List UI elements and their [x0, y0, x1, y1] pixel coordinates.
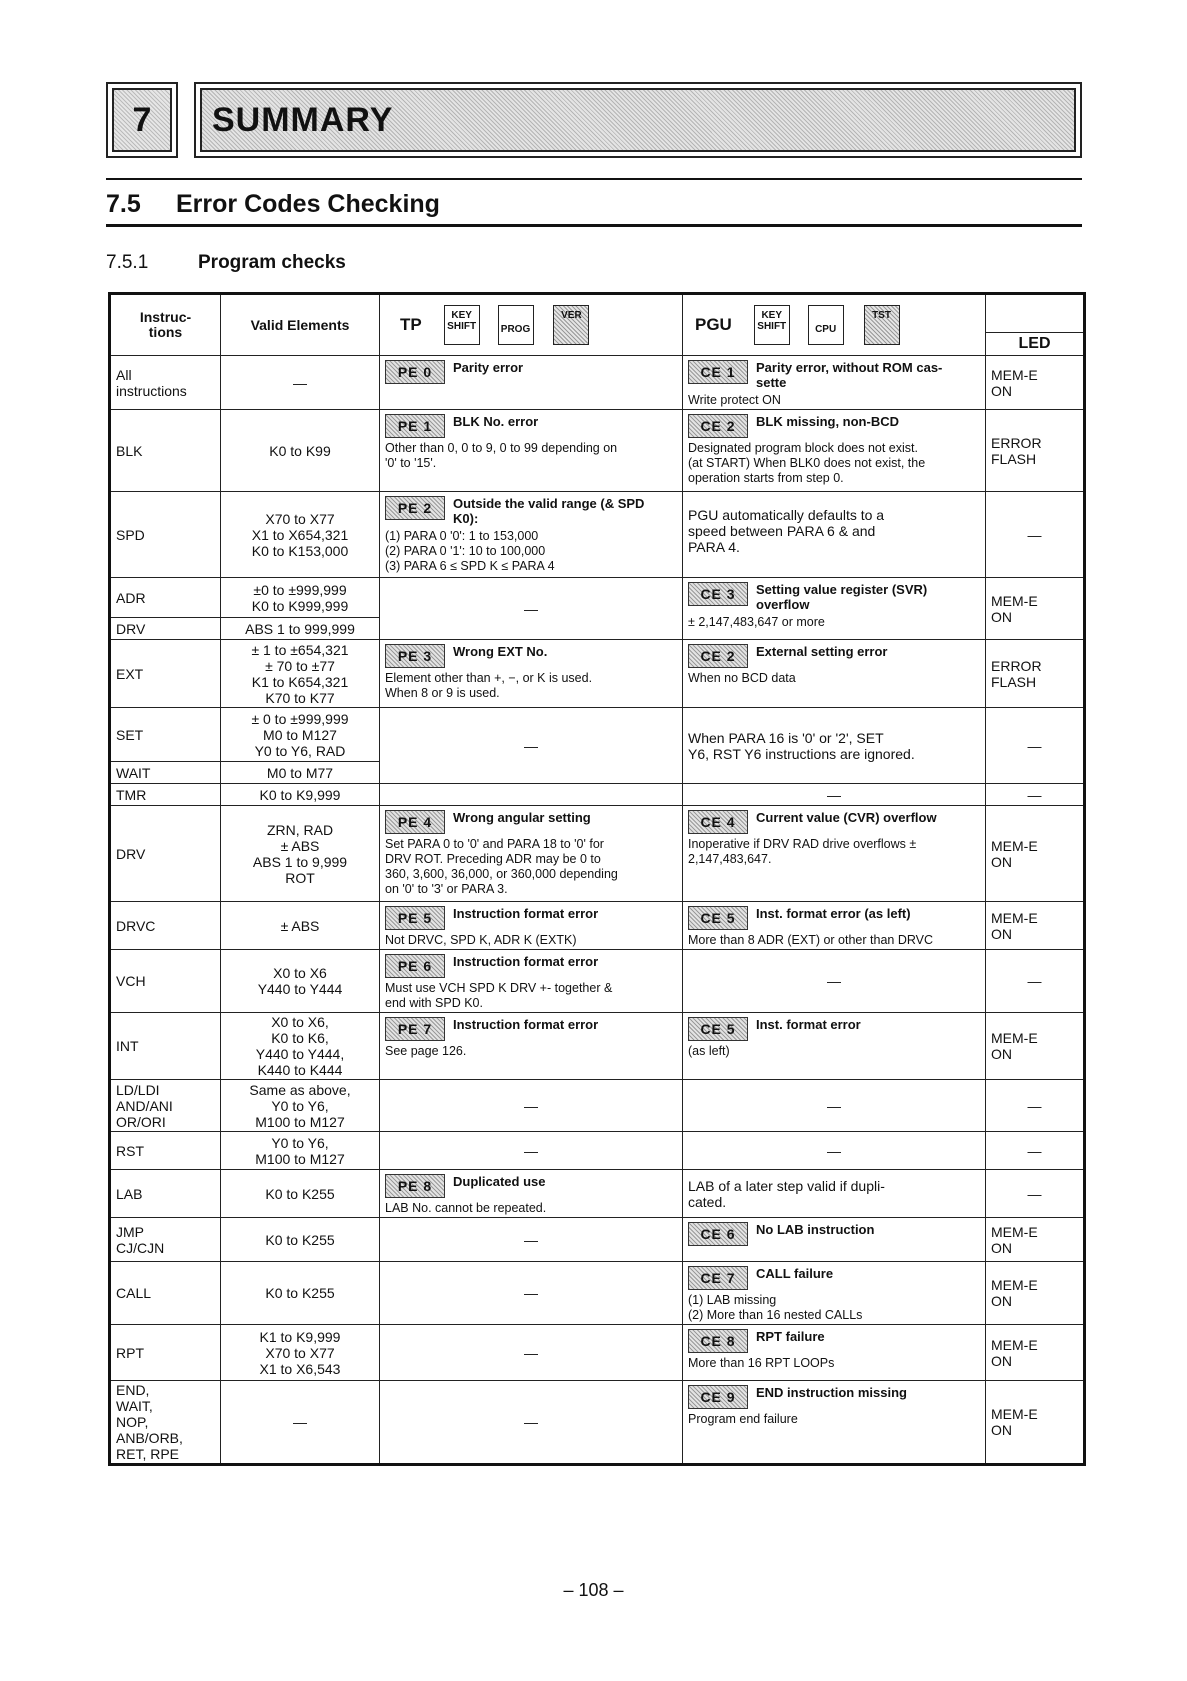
- table-row: [110, 356, 1085, 410]
- error-code-badge: PE 1: [385, 414, 445, 438]
- error-message: External setting error: [756, 644, 888, 659]
- error-code-line: [385, 644, 677, 668]
- led-cell: —: [986, 1132, 1085, 1170]
- table-row: [110, 1013, 1085, 1080]
- error-code-line: [688, 906, 980, 930]
- instruction-cell: BLK: [110, 410, 221, 492]
- error-detail: Inoperative if DRV RAD drive overflows ± 2,147,483,647.: [688, 837, 917, 866]
- instruction-cell: All instructions: [110, 356, 221, 410]
- error-code-badge: PE 7: [385, 1017, 445, 1041]
- led-cell: MEM-E ON: [986, 806, 1085, 902]
- error-code-badge: PE 6: [385, 954, 445, 978]
- error-message: Setting value register (SVR) overflow: [756, 582, 928, 612]
- tp-cell: [380, 356, 683, 410]
- led-cell: —: [986, 492, 1085, 578]
- valid-elements-cell: X0 to X6, K0 to K6, Y440 to Y444, K440 to K444: [221, 1013, 380, 1080]
- subsection-number: 7.5.1: [106, 252, 149, 273]
- valid-elements-cell: K0 to K9,999: [221, 784, 380, 806]
- table-header-row: [110, 294, 1085, 356]
- error-detail: Write protect ON: [688, 393, 781, 407]
- table-row: [110, 640, 1085, 708]
- error-message: Current value (CVR) overflow: [756, 810, 937, 825]
- error-code-line: [688, 1222, 980, 1246]
- error-message: Duplicated use: [453, 1174, 546, 1189]
- instruction-cell: RST: [110, 1132, 221, 1170]
- error-code-line: [385, 1174, 677, 1198]
- tp-cell: —: [380, 1381, 683, 1465]
- section-rule: [106, 224, 1082, 227]
- led-cell: —: [986, 1080, 1085, 1132]
- led-cell: MEM-E ON: [986, 1262, 1085, 1325]
- tp-ver-key: VER: [553, 305, 589, 345]
- error-message: Instruction format error: [453, 906, 599, 921]
- valid-elements-cell: X0 to X6 Y440 to Y444: [221, 950, 380, 1013]
- error-detail: Must use VCH SPD K DRV +- together & end with SPD K0.: [385, 981, 613, 1010]
- table-row: [110, 1132, 1085, 1170]
- tp-cell: —: [380, 1218, 683, 1262]
- pgu-tst-key: TST: [864, 305, 900, 345]
- header-led: [986, 294, 1085, 356]
- error-message: Instruction format error: [453, 1017, 599, 1032]
- tp-cell: —: [380, 1132, 683, 1170]
- error-message: CALL failure: [756, 1266, 834, 1281]
- pgu-cell: [683, 806, 986, 902]
- tp-cell: [380, 640, 683, 708]
- error-code-badge: CE 6: [688, 1222, 748, 1246]
- error-detail: (as left): [688, 1044, 730, 1058]
- error-code-line: [688, 1385, 980, 1409]
- tp-cell: [380, 1170, 683, 1218]
- chapter-banner: [106, 82, 1082, 158]
- valid-elements-cell: ± ABS: [221, 902, 380, 950]
- instruction-cell: JMP CJ/CJN: [110, 1218, 221, 1262]
- tp-cell: [380, 806, 683, 902]
- pgu-cell: [683, 1218, 986, 1262]
- led-cell: MEM-E ON: [986, 1013, 1085, 1080]
- instruction-cell: INT: [110, 1013, 221, 1080]
- valid-elements-cell: —: [221, 356, 380, 410]
- led-cell: —: [986, 784, 1085, 806]
- tp-cell: [380, 410, 683, 492]
- section-title: Error Codes Checking: [176, 190, 440, 218]
- header-pgu: [683, 294, 986, 356]
- error-message: No LAB instruction: [756, 1222, 875, 1237]
- led-cell: MEM-E ON: [986, 1381, 1085, 1465]
- led-cell: —: [986, 950, 1085, 1013]
- table-row: [110, 410, 1085, 492]
- instruction-cell: VCH: [110, 950, 221, 1013]
- instruction-cell: LAB: [110, 1170, 221, 1218]
- instruction-cell: DRVC: [110, 902, 221, 950]
- error-code-badge: CE 9: [688, 1385, 748, 1409]
- table-row: [110, 1080, 1085, 1132]
- section-heading: [106, 190, 440, 219]
- error-detail: More than 16 RPT LOOPs: [688, 1356, 835, 1370]
- error-message: RPT failure: [756, 1329, 825, 1344]
- error-code-badge: PE 0: [385, 360, 445, 384]
- error-code-badge: CE 1: [688, 360, 748, 384]
- page-number: – 108 –: [563, 1580, 624, 1600]
- pgu-cell: [683, 1262, 986, 1325]
- subsection-heading: [106, 252, 346, 274]
- valid-elements-cell: ±0 to ±999,999 K0 to K999,999: [221, 578, 380, 618]
- tp-cell: —: [380, 1325, 683, 1381]
- error-code-line: [688, 1266, 980, 1290]
- table-row: [110, 1170, 1085, 1218]
- header-valid-elements: Valid Elements: [221, 294, 380, 356]
- led-cell: ERROR FLASH: [986, 640, 1085, 708]
- error-detail: (1) LAB missing (2) More than 16 nested CALLs: [688, 1293, 863, 1322]
- tp-cell: [380, 950, 683, 1013]
- table-row: [110, 492, 1085, 578]
- table-row: [110, 578, 1085, 618]
- header-tp: [380, 294, 683, 356]
- error-code-badge: PE 2: [385, 496, 445, 520]
- pgu-cell: —: [683, 1132, 986, 1170]
- instruction-cell: WAIT: [110, 762, 221, 784]
- table-row: [110, 1325, 1085, 1381]
- tp-cell: —: [380, 1262, 683, 1325]
- chapter-number: 7: [112, 88, 172, 152]
- tp-prog-key: PROG: [498, 305, 534, 345]
- top-rule: [106, 178, 1082, 180]
- valid-elements-cell: K0 to K255: [221, 1170, 380, 1218]
- instruction-cell: LD/LDI AND/ANI OR/ORI: [110, 1080, 221, 1132]
- table-row: [110, 902, 1085, 950]
- led-cell: MEM-E ON: [986, 902, 1085, 950]
- pgu-cell: [683, 1381, 986, 1465]
- error-detail: PGU automatically defaults to a speed between PARA 6 & and PARA 4.: [688, 507, 885, 555]
- table-row: [110, 1262, 1085, 1325]
- valid-elements-cell: K0 to K255: [221, 1262, 380, 1325]
- valid-elements-cell: Same as above, Y0 to Y6, M100 to M127: [221, 1080, 380, 1132]
- tp-cell: [380, 1013, 683, 1080]
- instruction-cell: EXT: [110, 640, 221, 708]
- valid-elements-cell: ABS 1 to 999,999: [221, 618, 380, 640]
- error-code-line: [385, 906, 677, 930]
- header-tp-label: TP: [400, 315, 422, 334]
- pgu-cell: LAB of a later step valid if dupli- cated.: [683, 1170, 986, 1218]
- error-message: Inst. format error: [756, 1017, 861, 1032]
- valid-elements-cell: X70 to X77 X1 to X654,321 K0 to K153,000: [221, 492, 380, 578]
- led-cell: MEM-E ON: [986, 356, 1085, 410]
- instruction-cell: CALL: [110, 1262, 221, 1325]
- error-message: END instruction missing: [756, 1385, 907, 1400]
- tp-cell: [380, 492, 683, 578]
- error-code-badge: PE 8: [385, 1174, 445, 1198]
- valid-elements-cell: K0 to K99: [221, 410, 380, 492]
- pgu-cpu-key: CPU: [808, 305, 844, 345]
- led-cell: MEM-E ON: [986, 1325, 1085, 1381]
- pgu-key-shift-key: KEY SHIFT: [754, 305, 790, 345]
- error-code-line: [385, 810, 677, 834]
- error-detail: Element other than +, −, or K is used. When 8 or 9 is used.: [385, 671, 593, 700]
- pgu-cell: —: [683, 784, 986, 806]
- error-detail: See page 126.: [385, 1044, 467, 1058]
- led-cell: MEM-E ON: [986, 1218, 1085, 1262]
- tp-cell: —: [380, 708, 683, 784]
- instruction-cell: DRV: [110, 618, 221, 640]
- led-cell: MEM-E ON: [986, 578, 1085, 640]
- program-checks-table: [108, 292, 1086, 1466]
- instruction-cell: END, WAIT, NOP, ANB/ORB, RET, RPE: [110, 1381, 221, 1465]
- error-code-badge: CE 7: [688, 1266, 748, 1290]
- error-code-badge: PE 5: [385, 906, 445, 930]
- pgu-cell: [683, 902, 986, 950]
- pgu-cell: [683, 492, 986, 578]
- instruction-cell: DRV: [110, 806, 221, 902]
- pgu-cell: [683, 640, 986, 708]
- error-code-badge: CE 2: [688, 414, 748, 438]
- tp-cell: —: [380, 578, 683, 640]
- tp-cell: [380, 784, 683, 806]
- chapter-title: SUMMARY: [200, 88, 1076, 152]
- instruction-cell: RPT: [110, 1325, 221, 1381]
- error-message: Wrong EXT No.: [453, 644, 548, 659]
- error-code-line: [688, 582, 980, 612]
- error-message: Instruction format error: [453, 954, 599, 969]
- tp-cell: —: [380, 1080, 683, 1132]
- error-code-badge: PE 4: [385, 810, 445, 834]
- error-code-badge: CE 2: [688, 644, 748, 668]
- chapter-title-box: [194, 82, 1082, 158]
- error-detail: Designated program block does not exist. (at START) When BLK0 does not exist, the operation starts from step 0.: [688, 441, 926, 485]
- pgu-cell: [683, 578, 986, 640]
- error-code-badge: PE 3: [385, 644, 445, 668]
- valid-elements-cell: ± 0 to ±999,999 M0 to M127 Y0 to Y6, RAD: [221, 708, 380, 762]
- error-code-line: [688, 644, 980, 668]
- tp-cell: [380, 902, 683, 950]
- error-detail: ± 2,147,483,647 or more: [688, 615, 825, 629]
- table-row: [110, 708, 1085, 762]
- error-code-line: [385, 496, 677, 526]
- valid-elements-cell: ± 1 to ±654,321 ± 70 to ±77 K1 to K654,321 K70 to K77: [221, 640, 380, 708]
- header-pgu-label: PGU: [695, 315, 732, 334]
- instruction-cell: TMR: [110, 784, 221, 806]
- valid-elements-cell: K0 to K255: [221, 1218, 380, 1262]
- table-body: [110, 356, 1085, 1465]
- error-message: Parity error: [453, 360, 524, 375]
- error-detail: More than 8 ADR (EXT) or other than DRVC: [688, 933, 934, 947]
- pgu-cell: When PARA 16 is '0' or '2', SET Y6, RST Y6 instructions are ignored.: [683, 708, 986, 784]
- header-led-label: LED: [986, 332, 1083, 355]
- valid-elements-cell: K1 to K9,999 X70 to X77 X1 to X6,543: [221, 1325, 380, 1381]
- error-code-line: [385, 954, 677, 978]
- table-row: [110, 784, 1085, 806]
- table-row: [110, 1381, 1085, 1465]
- error-code-line: [688, 1017, 980, 1041]
- instruction-cell: ADR: [110, 578, 221, 618]
- error-message: Wrong angular setting: [453, 810, 591, 825]
- valid-elements-cell: —: [221, 1381, 380, 1465]
- error-code-badge: CE 5: [688, 906, 748, 930]
- table-row: [110, 950, 1085, 1013]
- led-cell: —: [986, 1170, 1085, 1218]
- error-detail: Not DRVC, SPD K, ADR K (EXTK): [385, 933, 577, 947]
- pgu-cell: —: [683, 1080, 986, 1132]
- table-row: [110, 806, 1085, 902]
- pgu-cell: —: [683, 950, 986, 1013]
- valid-elements-cell: Y0 to Y6, M100 to M127: [221, 1132, 380, 1170]
- valid-elements-cell: M0 to M77: [221, 762, 380, 784]
- error-detail: Program end failure: [688, 1412, 798, 1426]
- error-detail: Other than 0, 0 to 9, 0 to 99 depending on '0' to '15'.: [385, 441, 618, 470]
- pgu-cell: [683, 410, 986, 492]
- tp-key-shift-key: KEY SHIFT: [444, 305, 480, 345]
- error-code-line: [688, 1329, 980, 1353]
- error-code-line: [688, 414, 980, 438]
- error-code-badge: CE 4: [688, 810, 748, 834]
- error-detail: (1) PARA 0 '0': 1 to 153,000 (2) PARA 0 '1': 10 to 100,000 (3) PARA 6 ≤ SPD K ≤ PARA 4: [385, 529, 555, 573]
- table-row: [110, 1218, 1085, 1262]
- error-detail: Set PARA 0 to '0' and PARA 18 to '0' for DRV ROT. Preceding ADR may be 0 to 360, 3,600, 36,000, or 360,000 depending on '0' to '3' or PARA 3.: [385, 837, 618, 896]
- error-message: BLK missing, non-BCD: [756, 414, 899, 429]
- error-code-badge: CE 3: [688, 582, 748, 606]
- error-detail: LAB No. cannot be repeated.: [385, 1201, 547, 1215]
- error-code-line: [385, 414, 677, 438]
- instruction-cell: SPD: [110, 492, 221, 578]
- chapter-number-box: [106, 82, 178, 158]
- led-cell: ERROR FLASH: [986, 410, 1085, 492]
- error-message: Inst. format error (as left): [756, 906, 911, 921]
- error-code-badge: CE 5: [688, 1017, 748, 1041]
- header-instructions: Instruc- tions: [110, 294, 221, 356]
- error-code-line: [385, 360, 677, 384]
- error-code-line: [688, 810, 980, 834]
- instruction-cell: SET: [110, 708, 221, 762]
- error-code-badge: CE 8: [688, 1329, 748, 1353]
- pgu-cell: [683, 1013, 986, 1080]
- error-detail: When no BCD data: [688, 671, 796, 685]
- valid-elements-cell: ZRN, RAD ± ABS ABS 1 to 9,999 ROT: [221, 806, 380, 902]
- error-code-line: [385, 1017, 677, 1041]
- pgu-cell: [683, 356, 986, 410]
- section-number: 7.5: [106, 190, 141, 218]
- error-message: BLK No. error: [453, 414, 539, 429]
- subsection-title: Program checks: [198, 252, 346, 273]
- led-cell: —: [986, 708, 1085, 784]
- pgu-cell: [683, 1325, 986, 1381]
- error-message: Parity error, without ROM cas- sette: [756, 360, 943, 390]
- error-code-line: [688, 360, 980, 390]
- error-message: Outside the valid range (& SPD K0):: [453, 496, 645, 526]
